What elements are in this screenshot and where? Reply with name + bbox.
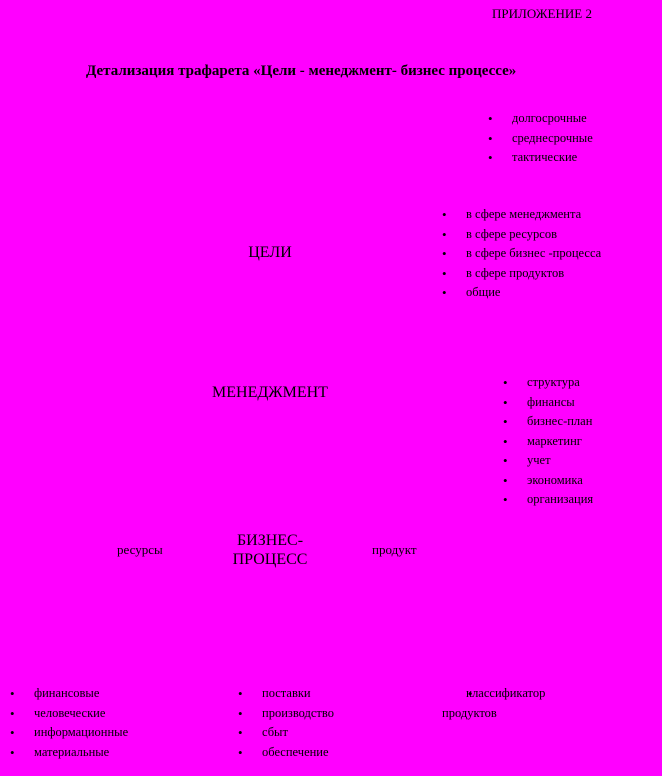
product-items-list: [442, 684, 602, 723]
list-item: • структура: [501, 373, 651, 393]
list-item: • в сфере менеджмента: [440, 205, 625, 225]
goal-terms-list: [486, 109, 656, 168]
list-item: • обеспечение: [236, 743, 416, 763]
label-resources: ресурсы: [117, 542, 163, 557]
list-item: • бизнес-план: [501, 412, 651, 432]
list-item: • поставки: [236, 684, 416, 704]
list-item: • в сфере бизнес -процесса: [440, 244, 625, 264]
list-item: • среднесрочные: [486, 129, 656, 149]
list-item: • долгосрочные: [486, 109, 656, 129]
appendix-label: ПРИЛОЖЕНИЕ 2: [492, 6, 592, 21]
node-business-process-line2: ПРОЦЕСС: [232, 551, 308, 568]
process-stages-list: [236, 684, 416, 762]
list-item: • в сфере ресурсов: [440, 225, 625, 245]
node-business-process: [200, 531, 340, 569]
list-item: • человеческие: [8, 704, 208, 724]
management-items-list: [501, 373, 651, 510]
node-goals: ЦЕЛИ: [248, 244, 292, 261]
node-business-process-line1: БИЗНЕС-: [236, 532, 304, 549]
list-item: • сбыт: [236, 723, 416, 743]
list-item: • маркетинг: [501, 432, 651, 452]
list-item: • учет: [501, 451, 651, 471]
node-management: МЕНЕДЖМЕНТ: [212, 384, 328, 401]
list-item: • экономика: [501, 471, 651, 491]
list-item: • тактические: [486, 148, 656, 168]
list-item: • организация: [501, 490, 651, 510]
list-item: • классификатор продуктов: [442, 684, 602, 723]
goal-spheres-list: [440, 205, 625, 303]
list-item: • в сфере продуктов: [440, 264, 625, 284]
list-item: • производство: [236, 704, 416, 724]
list-item: • общие: [440, 283, 625, 303]
list-item: • финансовые: [8, 684, 208, 704]
list-item: • материальные: [8, 743, 208, 763]
label-product: продукт: [372, 542, 417, 557]
resource-types-list: [8, 684, 208, 762]
list-item: • информационные: [8, 723, 208, 743]
list-item: • финансы: [501, 393, 651, 413]
diagram-title: Детализация трафарета «Цели - менеджмент- бизнес процессе»: [86, 63, 517, 79]
